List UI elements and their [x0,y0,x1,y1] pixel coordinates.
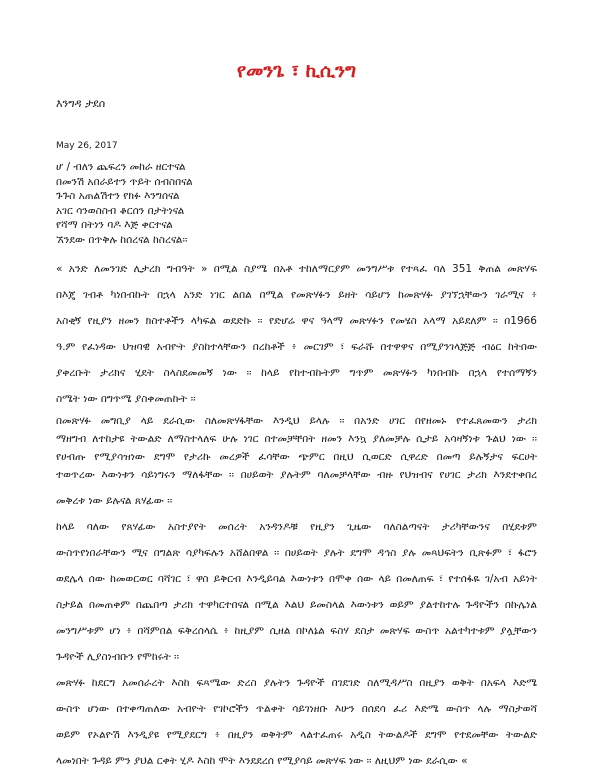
poem-line: ጉጉስ አጠልሽተን የክፉ እንግሰናል [56,190,180,203]
document-title: የመንጌ ፣ ኪሲንግ [236,60,357,82]
paragraph-line: የሀብጡ የሚያሳዝነው ደግሞ የታሪኩ መረዎች ፈሳቸው ጭምር በዚህ ሲወርድ ሲዋረድ በመጣ ይሉኝታና ፍርሀት [56,451,537,463]
paragraph-line: መጽሃፉ ከደርግ አመሰራረት እስከ ፍጻሜው ድረስ ያሉትን ጉዳዮች በገደገድ ስለሚዳሥስ በዚያን ወቅት በአፍላ እድሜ [56,677,537,689]
paragraph-line: « አንድ ለመንገድ ሊታረክ ግብዓት » በሚል ስያሜ በአቶ ተከለማርያም መንግሥቱ የተጻፈ ባለ 351 ቅጠል መጽሃፍ [56,263,537,275]
article-body [56,262,537,768]
paragraph-line: ስታይል በመጠቀም በጨበጣ ታሪክ ተዋካርተበናል በሚል እልህ ይመስላል እውነቱን ወይም ያልተከተሉ ጉዳዮችን በኩሌነል [56,599,537,611]
paragraph-line: ጉዳዮች ሊያስነብቡን የሞከሩት ፡፡ [56,651,180,663]
paragraph-line: መቅረቱ ነው ይሉናል ጸሃፊው ፡፡ [56,495,173,507]
poem-line: የሻማ በትነን ባዶ እጅ ቀርተናል [56,219,173,232]
poem-line: ኧንደው በጥቅሉ ከሰረናል ከስረናል፡፡ [56,233,188,246]
paragraph-line: ውስጥየነበራቸውን ሚና በግልጽ ሳያካፍሉን አሸልበዋል ፡፡ በሀይወት ያሉት ደግሞ ዳኅስ ያሉ መጻህፍትን ቢጽፉም ፣ ፋሮን [56,547,537,559]
paragraph-line: በእጄ ገብቶ ካነበብኩት በኋላ አንድ ነገር ልበል በሚል የመጽሃፉን ይዘት ሳይሆን ከመጽሃፉ ያገኘኋቸውን ገራሚና ፥ [56,289,537,301]
paragraph-line: ወይም የኦልዮሽ እንዲያዩ የሚያደርግ ፥ በዚያን ወቅትም ላልተፈጠሩ አዲስ ትውልዶች ደግሞ የተደመቸው ትውልድ [56,729,537,741]
paragraph-line: ውስጥ ሆነው በተቀጣጠለው አብዮት የገኮሮችን ጥልቀት ሳይገነዘቡ እሁን በሰደሳ ፈሪ እድሜ ውስጥ ላሉ ማስታወሻ [56,703,537,715]
author-name: እንግዳ ታደሰ [56,97,106,110]
paragraph-line: ላመነበት ጉዳይ ምን ያህል ርቀት ሂዶ እስከ ሞት እንደደረሰ የሚያሳይ መጽሃፍ ነው ፡፡ ለዚህም ነው ደራሲው « [56,755,468,767]
paragraph-line: በመጽሃፉ መግቢያ ላይ ደራሲው ስለመጽሃፋቸው እንዲህ ይላሉ ፡፡ በአንድ ሀገር በየዘመኑ የተፈጸመውን ታሪክ [56,415,537,427]
poem [56,160,536,248]
publication-date: May 26, 2017 [56,141,118,151]
poem-line: ሆ / ብለን ጨፍረን መከራ ዘርተናል [56,161,186,173]
poem-line: አገር ሳንወስስብ ቆርሰን በታትነናል [56,204,185,217]
paragraph-line: ማዘግብ ለተከታዩ ትውልድ ለማስተላለፍ ሁሉ ነገር በተመቻቸበት ዘመን እንኳ ያለመቻሉ ሲታይ አሳዛኝነቱ ጉልህ ነው ፡፡ [56,433,537,445]
paragraph-line: አስቂኝ የዚያን ዘመን ክስተቶችን ላካፍል ወደድኩ ፡፡ የድሆሬ ዋና ዓላማ መጽሃፉን የመሄስ አላማ አይደለም ፡፡ በ1966 [56,315,537,327]
paragraph-line: ወደሌላ ሰው ከመወርወር ባሻገር ፣ ዋስ ይቅርብ እንዲይባል እውነቱን በሞቀ ሰው ላይ በመለጠፍ ፣ የተሰፋዬ ገ/አብ አይነት [56,573,537,585]
paragraph-line: ተወጥረው እውነቱን ሳይነግሩን ማለፋቸው ፡፡ በሀይወት ያሉትም ባለመቻላቸው ብዙ የህዝብና የሀገር ታሪክ እንደተቀበረ [56,469,537,481]
paragraph-line: ዓ.ም የፈነዳው ህዝባዊ አብዮት ያስከተላቸውን በረከቶች ፥ መርገም ፣ ፍራሹ በተዋዋና በሚያንገላጅጅ ብዕር ከትበው [56,341,537,353]
poem-line: በመንሽ አበራይተን ጥይት ሰብስበናል [56,175,193,188]
paragraph-line: ከላይ ባለው የጸሃፊው አስተያየት መሰረት አንዳንዶቹ የዚያን ጊዜው ባለስልጣናት ታሪካቸውንና በሂደቱም [56,521,537,533]
paragraph-line: ያቀረቡት ታሪክና ሂደት ስላስደመመኝ ነው ፡፡ ከላይ የከተብኩትም ግጥም መጽሃፉን ካነበብኩ በኋላ የተሰማኝን [56,367,537,379]
paragraph-line: መንግሥቱም ሆነ ፥ በሻምበል ፍቅረሰላሴ ፥ ከዚያም ሲዘል በኮለኔል ፍስሃ ደስታ መጽሃፍ ውስጥ አልተካተቱም ያሏቸውን [56,625,537,637]
paragraph-line: ስሜት ነው በግጥሜ ያስቀመጠኩት ፡፡ [56,393,196,405]
